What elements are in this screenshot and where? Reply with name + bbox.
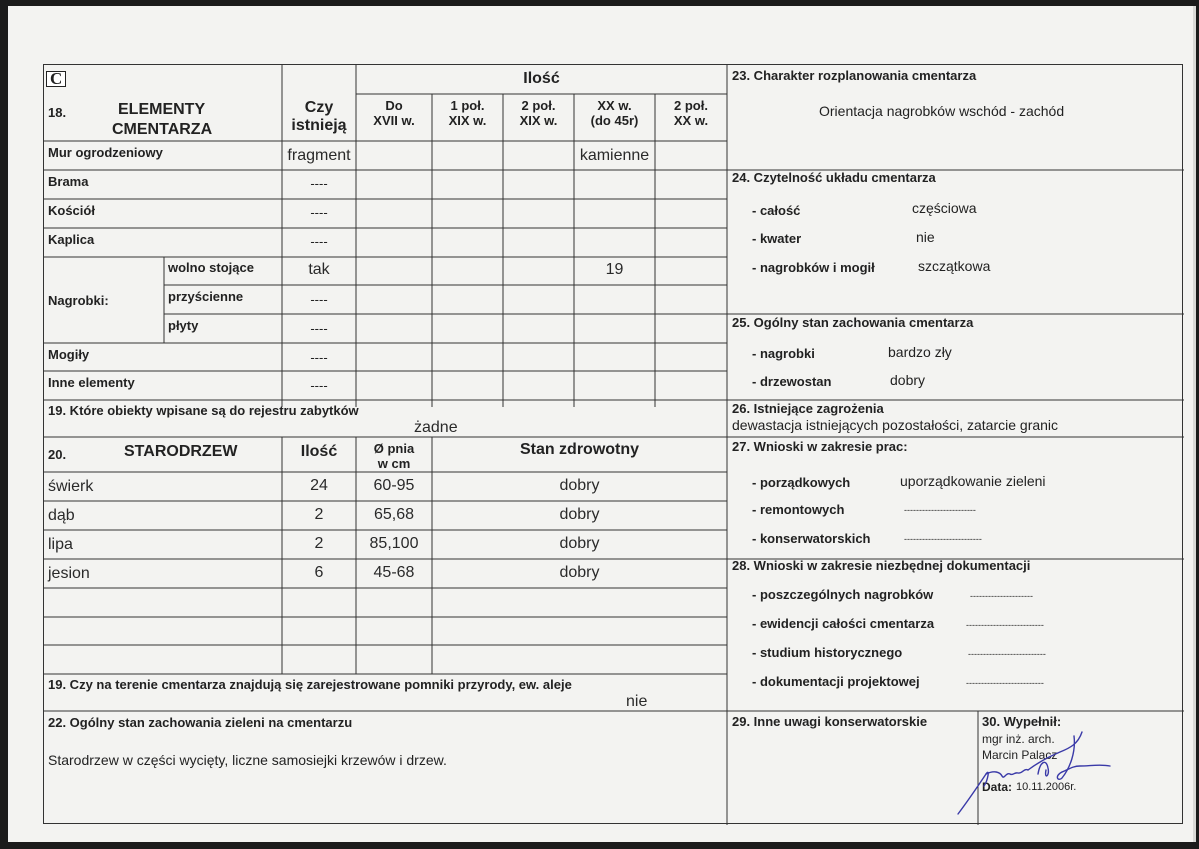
sec23-title: 23. Charakter rozplanowania cmentarza xyxy=(732,68,977,83)
period-2-line2: XIX w. xyxy=(448,113,487,128)
sec24-value-whole: częściowa xyxy=(912,200,977,216)
tree-name: świerk xyxy=(48,478,94,495)
row-exists-slabs: ---- xyxy=(310,321,328,336)
sec28-value-records: -------------------------- xyxy=(966,620,1044,630)
sec27-value-cleanup: uporządkowanie zieleni xyxy=(900,473,1046,489)
period-4-line2: (do 45r) xyxy=(590,113,639,128)
sec25-title: 25. Ogólny stan zachowania cmentarza xyxy=(732,315,974,330)
period-3-line1: 2 poł. xyxy=(521,98,556,113)
sec20-number: 20. xyxy=(48,447,67,462)
row-label-wall-mounted: przyścienne xyxy=(168,289,244,304)
row-exists-graves: ---- xyxy=(310,350,328,365)
sec25-label-headstones: - nagrobki xyxy=(752,346,815,361)
sec25-value-headstones: bardzo zły xyxy=(888,344,952,360)
tree-name: jesion xyxy=(48,565,90,582)
tree-qty: 2 xyxy=(314,535,324,552)
row-label-slabs: płyty xyxy=(168,318,199,333)
sec24-value-graves: szczątkowa xyxy=(918,258,991,274)
sec30-line1: mgr inż. arch. xyxy=(982,732,1055,746)
sec27-label-cleanup: - porządkowych xyxy=(752,475,851,490)
row-exists-other: ---- xyxy=(310,378,328,393)
sec24-title: 24. Czytelność układu cmentarza xyxy=(732,170,936,185)
row-label-freestanding: wolno stojące xyxy=(168,260,254,275)
sec27-value-conservation: -------------------------- xyxy=(904,534,982,544)
tree-qty: 24 xyxy=(310,477,328,494)
sec19b-value: nie xyxy=(626,693,648,710)
period-5-line2: XX w. xyxy=(673,113,709,128)
row-exists-wall: fragment xyxy=(287,147,351,164)
row-label-other: Inne elementy xyxy=(48,375,135,390)
sec23-value: Orientacja nagrobków wschód - zachód xyxy=(819,103,1065,119)
tree-diam: 45-68 xyxy=(373,564,415,581)
sec20-diam-header-2: w cm xyxy=(377,456,411,471)
tree-state: dobry xyxy=(559,564,600,581)
signature xyxy=(950,728,1130,818)
sec27-value-repair: ------------------------ xyxy=(904,505,976,515)
sec19a-title: 19. Które obiekty wpisane są do rejestru zabytków xyxy=(48,403,359,418)
tree-state: dobry xyxy=(559,506,600,523)
sec20-title: STARODRZEW xyxy=(124,443,238,460)
nagrobki-label: Nagrobki: xyxy=(48,293,109,308)
row-label-wall: Mur ogrodzeniowy xyxy=(48,145,163,160)
sec20-state-header: Stan zdrowotny xyxy=(519,441,640,458)
tree-diam: 85,100 xyxy=(369,535,419,552)
tree-qty: 2 xyxy=(314,506,324,523)
row-exists-freestanding: tak xyxy=(308,261,330,278)
sec28-label-records: - ewidencji całości cmentarza xyxy=(752,616,935,631)
row-xx-freestanding: 19 xyxy=(605,261,624,278)
sec18-title-1: ELEMENTY xyxy=(118,101,206,118)
tree-diam: 65,68 xyxy=(373,506,415,523)
exists-header-2: istnieją xyxy=(291,117,347,134)
exists-header-1: Czy xyxy=(304,99,334,116)
row-exists-chapel: ---- xyxy=(310,234,328,249)
tree-name: lipa xyxy=(48,536,73,553)
row-exists-gate: ---- xyxy=(310,176,328,191)
period-1-line2: XVII w. xyxy=(373,113,415,128)
sec18-number: 18. xyxy=(48,105,67,120)
sec30-title: 30. Wypełnił: xyxy=(982,714,1062,729)
sec30-line2: Marcin Palacz xyxy=(982,748,1058,762)
sec27-label-conservation: - konserwatorskich xyxy=(752,531,871,546)
sec26-value: dewastacja istniejących pozostałości, zatarcie granic xyxy=(732,417,1059,433)
sec30-date-label: Data: xyxy=(982,780,1013,794)
row-label-chapel: Kaplica xyxy=(48,232,95,247)
sec25-value-trees: dobry xyxy=(890,372,926,388)
sec28-value-headstones: --------------------- xyxy=(970,591,1033,601)
row-label-gate: Brama xyxy=(48,174,89,189)
row-label-graves: Mogiły xyxy=(48,347,90,362)
tree-state: dobry xyxy=(559,477,600,494)
sec28-value-design: -------------------------- xyxy=(966,678,1044,688)
period-1-line1: Do xyxy=(385,98,403,113)
row-label-church: Kościół xyxy=(48,203,95,218)
sec24-label-quarters: - kwater xyxy=(752,231,802,246)
period-4-line1: XX w. xyxy=(597,98,632,113)
sec19a-value: żadne xyxy=(414,419,458,436)
sec29-title: 29. Inne uwagi konserwatorskie xyxy=(732,714,928,729)
sec26-title: 26. Istniejące zagrożenia xyxy=(732,401,884,416)
period-5-line1: 2 poł. xyxy=(674,98,708,113)
row-exists-church: ---- xyxy=(310,205,328,220)
sec27-label-repair: - remontowych xyxy=(752,502,845,517)
sec20-qty-header: Ilość xyxy=(300,443,338,460)
row-xx-wall: kamienne xyxy=(579,147,650,164)
sec20-diam-header-1: Ø pnia xyxy=(373,441,415,456)
sec24-value-quarters: nie xyxy=(916,229,935,245)
tree-diam: 60-95 xyxy=(373,477,415,494)
period-2-line1: 1 poł. xyxy=(450,98,485,113)
sec19b-title: 19. Czy na terenie cmentarza znajdują się zarejestrowane pomniki przyrody, ew. aleje xyxy=(48,677,572,692)
sec22-title: 22. Ogólny stan zachowania zieleni na cmentarzu xyxy=(48,715,353,730)
sec28-label-headstones: - poszczególnych nagrobków xyxy=(752,587,934,602)
sec28-title: 28. Wnioski w zakresie niezbędnej dokumentacji xyxy=(732,558,1031,573)
form-code: C xyxy=(46,71,66,87)
row-exists-wall-mounted: ---- xyxy=(310,292,328,307)
sec18-title-2: CMENTARZA xyxy=(112,121,213,138)
tree-name: dąb xyxy=(48,507,75,524)
sec24-label-graves: - nagrobków i mogił xyxy=(752,260,875,275)
sec25-label-trees: - drzewostan xyxy=(752,374,832,389)
sec22-value: Starodrzew w części wycięty, liczne samosiejki krzewów i drzew. xyxy=(48,752,447,768)
ilosc-header: Ilość xyxy=(523,70,560,87)
period-3-line2: XIX w. xyxy=(519,113,558,128)
tree-qty: 6 xyxy=(314,564,324,581)
sec27-title: 27. Wnioski w zakresie prac: xyxy=(732,439,908,454)
sec28-label-history: - studium historycznego xyxy=(752,645,903,660)
sec28-value-history: -------------------------- xyxy=(968,649,1046,659)
sec24-label-whole: - całość xyxy=(752,203,801,218)
cemetery-record-form xyxy=(43,64,1183,824)
sec30-date-value: 10.11.2006r. xyxy=(1016,781,1077,793)
tree-state: dobry xyxy=(559,535,600,552)
sec28-label-design: - dokumentacji projektowej xyxy=(752,674,920,689)
